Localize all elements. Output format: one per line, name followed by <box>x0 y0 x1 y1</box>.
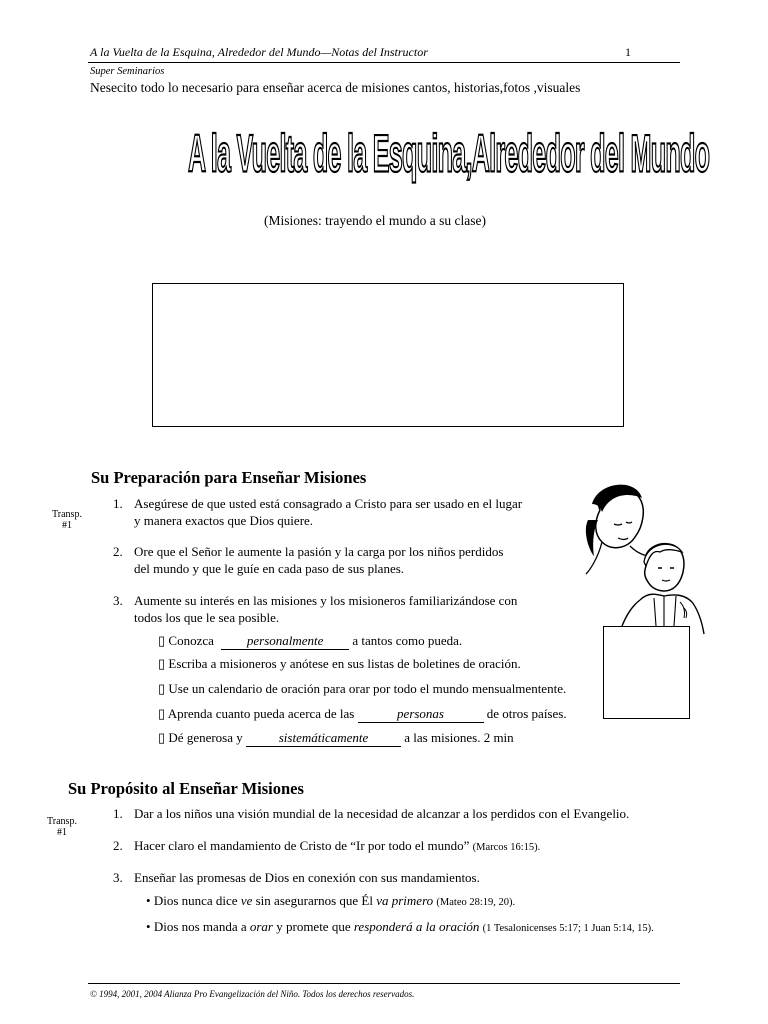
fill-in-answer: sistemáticamente <box>246 730 401 747</box>
sign-board <box>603 626 690 719</box>
side-label-line: #1 <box>62 520 72 531</box>
item-text: Asegúrese de que usted está consagrado a Cristo para ser usado en el lugar <box>134 496 523 511</box>
bullet-item <box>158 633 462 650</box>
checkbox-glyph: ▯ <box>158 706 168 721</box>
page-title: A la Vuelta de la Esquina,Alrededor del Mundo <box>188 125 710 184</box>
sub-bullet-text: Dios nos manda a <box>153 919 247 934</box>
item-text: Enseñar las promesas de Dios en conexión con sus mandamientos. <box>134 870 480 885</box>
item-number: 1. <box>113 496 123 511</box>
series-label: Super Seminarios <box>90 66 165 77</box>
bullet-text: a tantos como pueda. <box>352 633 463 648</box>
side-label-line: Transp. <box>47 816 77 827</box>
sub-bullet-text: sin asegurarnos que Él <box>255 893 373 908</box>
list-item <box>113 806 693 824</box>
sub-bullet <box>146 919 654 938</box>
scripture-reference: (Marcos 16:15). <box>472 842 541 853</box>
item-number: 1. <box>113 806 123 821</box>
copyright-footer: © 1994, 2001, 2004 Alianza Pro Evangelización del Niño. Todos los derechos reservados. <box>90 989 415 999</box>
checkbox-glyph: ▯ <box>158 633 169 648</box>
bullet-text: Aprenda cuanto pueda acerca de las <box>167 706 355 721</box>
section-heading-preparation: Su Preparación para Enseñar Misiones <box>91 468 367 487</box>
bullet-text: Use un calendario de oración para orar por todo el mundo mensualmentente. <box>168 681 567 696</box>
item-number: 3. <box>113 593 123 608</box>
page-subtitle: (Misiones: trayendo el mundo a su clase) <box>264 213 486 228</box>
page-number: 1 <box>625 45 631 59</box>
fill-in-answer: personas <box>358 706 484 723</box>
item-text: todos los que le sea posible. <box>134 609 280 625</box>
sub-bullet-text: y promete que <box>276 919 351 934</box>
side-label-line: Transp. <box>52 509 82 520</box>
item-text: Dar a los niños una visión mundial de la necesidad de alcanzar a los perdidos con el Evangelio. <box>134 806 630 821</box>
bullet-item <box>158 681 566 697</box>
item-text: del mundo y que le guíe en cada paso de sus planes. <box>134 560 405 576</box>
header-rule <box>88 62 680 63</box>
item-text: Ore que el Señor le aumente la pasión y la carga por los niños perdidos <box>134 544 504 559</box>
footer-rule <box>88 983 680 984</box>
item-text: Hacer claro el mandamiento de Cristo de “Ir por todo el mundo” <box>134 838 470 853</box>
image-placeholder-box <box>152 283 624 427</box>
bullet-text: Dé generosa y <box>168 730 243 745</box>
list-item <box>113 838 693 856</box>
item-number: 2. <box>113 544 123 559</box>
checkbox-glyph: ▯ <box>158 730 169 745</box>
running-title: A la Vuelta de la Esquina, Alrededor del Mundo—Notas del Instructor <box>90 45 428 59</box>
item-number: 3. <box>113 870 123 885</box>
section-heading-purpose: Su Propósito al Enseñar Misiones <box>68 779 304 798</box>
sub-bullet-text: Dios nunca dice <box>153 893 238 908</box>
list-item <box>113 593 563 627</box>
bullet-text: Conozca <box>168 633 214 648</box>
fill-in-answer: personalmente <box>221 633 349 650</box>
scripture-reference: (1 Tesalonicenses 5:17; 1 Juan 5:14, 15). <box>482 923 654 934</box>
scripture-reference: (Mateo 28:19, 20). <box>436 897 516 908</box>
bullet-text: de otros países. <box>486 706 567 721</box>
emphasis-text: ve <box>240 893 253 908</box>
note-line: Nesecito todo lo necesario para enseñar acerca de misiones cantos, historias,fotos ,visuales <box>90 80 581 95</box>
side-label-line: #1 <box>57 827 67 838</box>
item-text: Aumente su interés en las misiones y los misioneros familiarizándose con <box>134 593 518 608</box>
list-item <box>113 870 693 888</box>
item-text-group <box>134 838 540 857</box>
bullet-item <box>158 730 514 747</box>
bullet-dot: • <box>146 893 154 908</box>
bullet-dot: • <box>146 919 154 934</box>
list-item <box>113 544 563 578</box>
checkbox-glyph: ▯ <box>158 681 169 696</box>
bullet-text: a las misiones. 2 min <box>404 730 514 745</box>
emphasis-text: orar <box>249 919 273 934</box>
emphasis-text: va primero <box>376 893 434 908</box>
item-number: 2. <box>113 838 123 853</box>
bullet-item <box>158 656 521 672</box>
bullet-item <box>158 706 567 723</box>
item-text: y manera exactos que Dios quiere. <box>134 512 314 528</box>
transparency-label <box>40 816 84 838</box>
sub-bullet <box>146 893 515 912</box>
checkbox-glyph: ▯ <box>158 656 169 671</box>
bullet-text: Escriba a misioneros y anótese en sus listas de boletines de oración. <box>168 656 521 671</box>
transparency-label <box>45 509 89 531</box>
list-item <box>113 496 563 530</box>
emphasis-text: responderá a la oración <box>353 919 480 934</box>
